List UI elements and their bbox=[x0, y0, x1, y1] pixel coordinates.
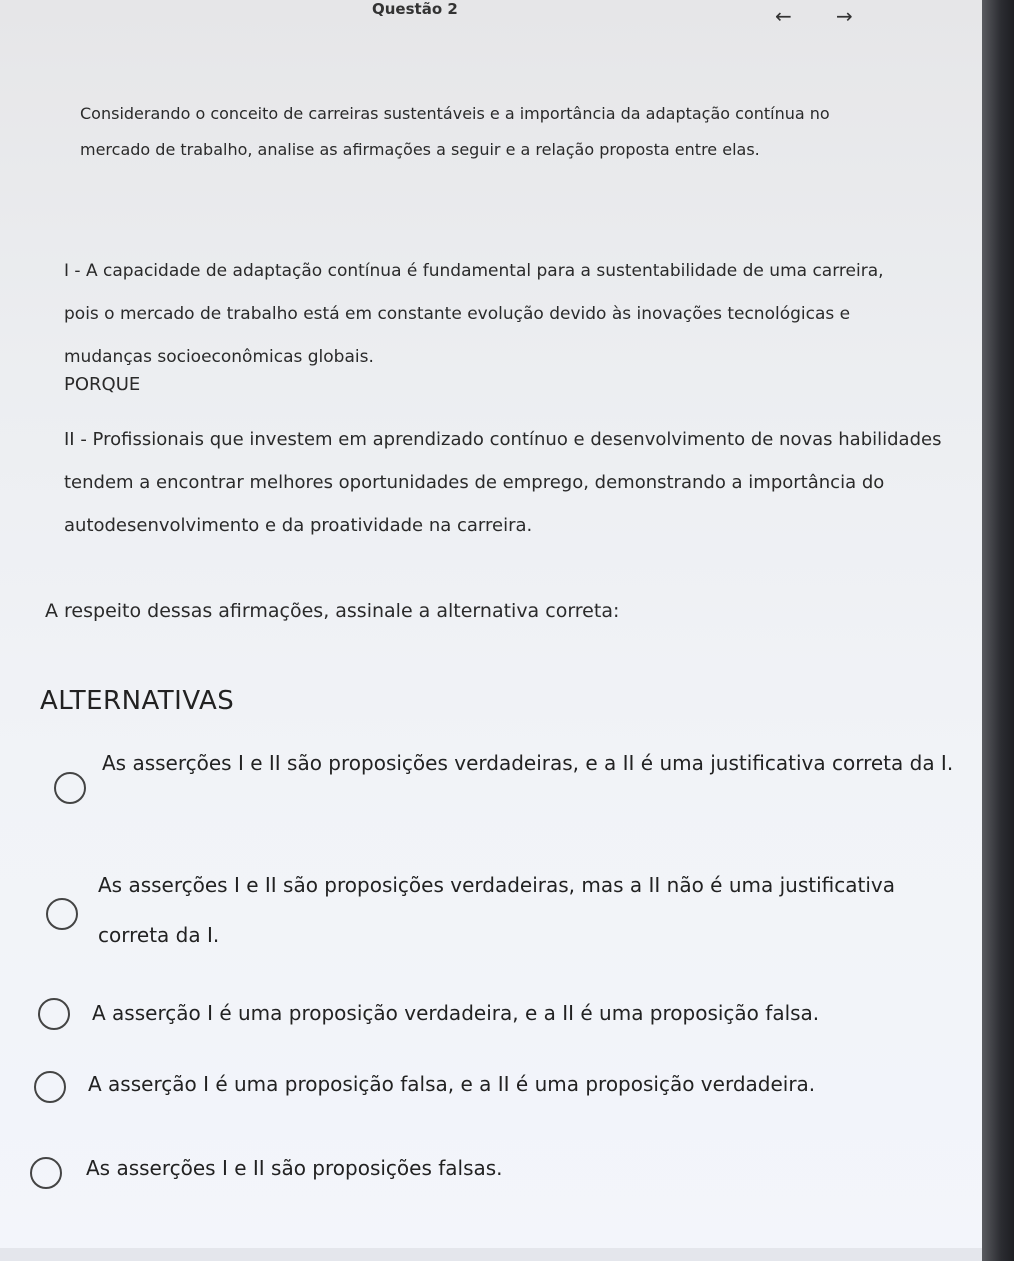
back-arrow-icon[interactable]: ← bbox=[775, 4, 792, 28]
alternative-option-3[interactable] bbox=[30, 988, 970, 1038]
assertion-one: I - A capacidade de adaptação contínua é fundamental para a sustentabilidade de uma carreira, pois o mercado de trabalho está em constante evolução devido às inovações tecnológicas e mudanças socioeconômicas globais. bbox=[64, 261, 884, 367]
device-bezel bbox=[982, 0, 1014, 1261]
radio-button[interactable] bbox=[30, 1157, 62, 1189]
forward-arrow-icon[interactable]: → bbox=[836, 4, 853, 28]
radio-button[interactable] bbox=[54, 772, 86, 804]
alternative-label: A asserção I é uma proposição verdadeira, e a II é uma proposição falsa. bbox=[92, 1001, 820, 1025]
header bbox=[0, 0, 982, 36]
question-title: Questão 2 bbox=[372, 0, 458, 18]
alternative-option-4[interactable] bbox=[30, 1059, 970, 1109]
question-prompt: A respeito dessas afirmações, assinale a alternativa correta: bbox=[45, 600, 620, 622]
alternatives-title: ALTERNATIVAS bbox=[40, 686, 235, 716]
question-intro: Considerando o conceito de carreiras sustentáveis e a importância da adaptação contínua no mercado de trabalho, analise as afirmações a seguir e a relação proposta entre elas. bbox=[80, 104, 830, 159]
radio-button[interactable] bbox=[46, 898, 78, 930]
assertion-two: II - Profissionais que investem em aprendizado contínuo e desenvolvimento de novas habilidades tendem a encontrar melhores oportunidades de emprego, demonstrando a importância do autodesenvolvimento e da proatividade na carreira. bbox=[64, 429, 942, 536]
alternative-label: As asserções I e II são proposições verdadeiras, e a II é uma justificativa correta da I. bbox=[102, 751, 954, 775]
alternative-option-1[interactable] bbox=[30, 738, 970, 838]
alternative-label: As asserções I e II são proposições verdadeiras, mas a II não é uma justificativa correta da I. bbox=[98, 873, 896, 947]
alternative-label: As asserções I e II são proposições falsas. bbox=[86, 1156, 503, 1180]
radio-button[interactable] bbox=[38, 998, 70, 1030]
alternative-option-2[interactable] bbox=[30, 860, 970, 960]
connector-porque: PORQUE bbox=[64, 374, 141, 395]
alternative-option-5[interactable] bbox=[30, 1143, 970, 1193]
alternative-label: A asserção I é uma proposição falsa, e a II é uma proposição verdadeira. bbox=[88, 1072, 816, 1096]
bottom-strip bbox=[0, 1248, 982, 1261]
radio-button[interactable] bbox=[34, 1071, 66, 1103]
